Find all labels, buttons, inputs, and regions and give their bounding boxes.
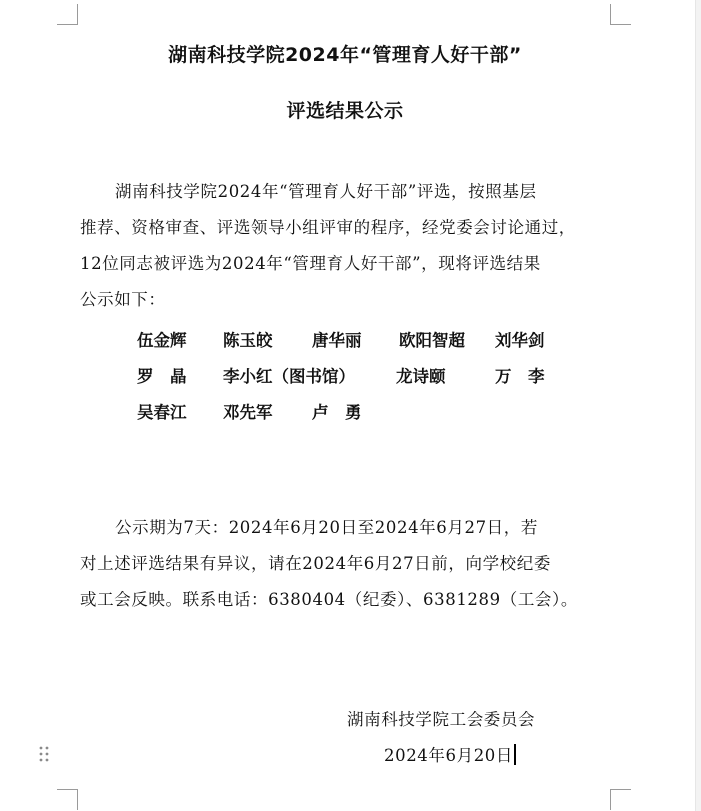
signature-organization: 湖南科技学院工会委员会 (347, 710, 536, 729)
crop-mark-top-left (57, 4, 78, 25)
signature-date-wrapper (384, 742, 516, 766)
awardee-name: 伍金辉 (137, 331, 187, 350)
crop-mark-bottom-right (610, 789, 631, 810)
awardee-name: 李小红（图书馆） (223, 367, 355, 386)
paragraph-line: 12位同志被评选为2024年“管理育人好干部”，现将评选结果 (80, 254, 541, 273)
document-subtitle: 评选结果公示 (286, 100, 404, 122)
awardee-name: 刘华剑 (495, 331, 545, 350)
awardee-name: 陈玉皎 (223, 331, 273, 350)
awardee-name: 邓先军 (223, 403, 273, 422)
drag-handle-icon[interactable] (38, 745, 50, 763)
awardee-name: 龙诗颐 (396, 367, 446, 386)
paragraph-line: 湖南科技学院2024年“管理育人好干部”评选，按照基层 (115, 182, 537, 201)
paragraph-line: 公示如下： (80, 290, 166, 309)
awardee-name: 卢 勇 (312, 403, 362, 422)
intro-paragraph (80, 174, 608, 318)
scrollbar[interactable] (695, 0, 701, 811)
paragraph-line: 推荐、资格审查、评选领导小组评审的程序，经党委会讨论通过， (80, 218, 576, 237)
signature-date: 2024年6月20日 (384, 746, 513, 765)
awardee-name: 罗 晶 (137, 367, 187, 386)
paragraph-line: 对上述评选结果有异议，请在2024年6月27日前，向学校纪委 (80, 554, 551, 573)
crop-mark-top-right (610, 4, 631, 25)
document-title: 湖南科技学院2024年“管理育人好干部” (168, 44, 522, 66)
text-cursor (514, 744, 516, 765)
awardee-name: 欧阳智超 (399, 331, 465, 350)
notice-paragraph (80, 510, 608, 618)
awardee-name: 唐华丽 (312, 331, 362, 350)
awardee-name: 万 李 (495, 367, 545, 386)
paragraph-line: 公示期为7天：2024年6月20日至2024年6月27日，若 (115, 518, 538, 537)
paragraph-line: 或工会反映。联系电话：6380404（纪委）、6381289（工会）。 (80, 590, 578, 609)
awardee-name: 吴春江 (137, 403, 187, 422)
crop-mark-bottom-left (57, 789, 78, 810)
